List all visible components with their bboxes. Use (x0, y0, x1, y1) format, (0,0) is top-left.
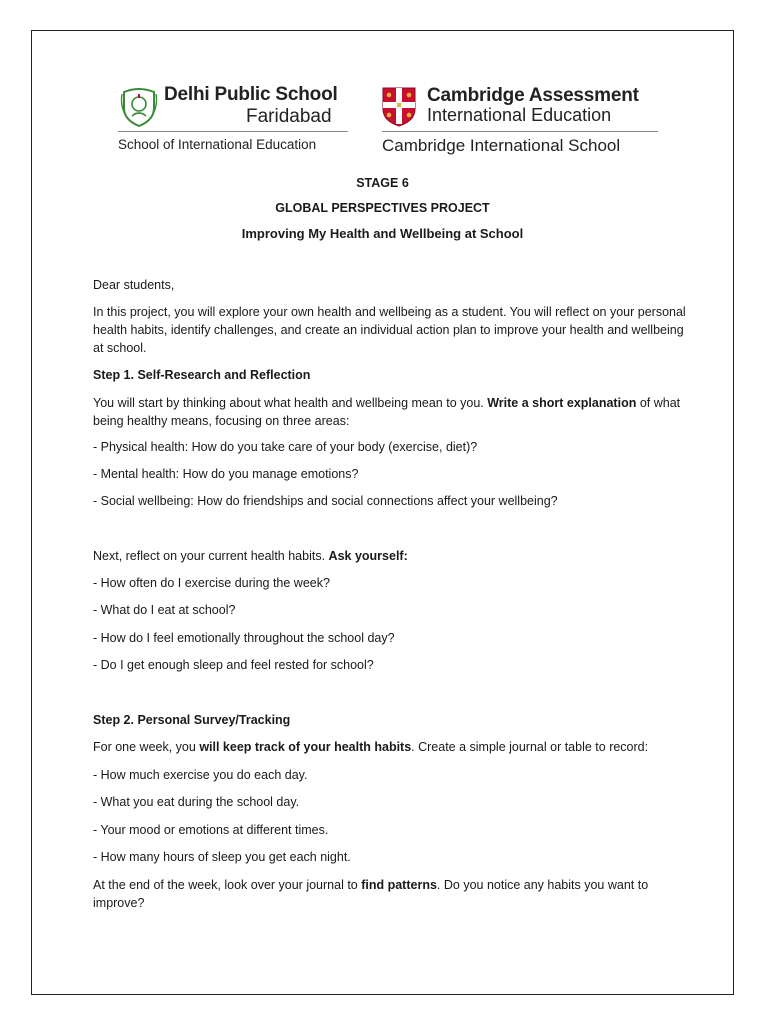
step2-paragraph (93, 738, 693, 756)
text-run: . Create a simple journal or table to record: (411, 740, 649, 754)
text-run: For one week, you (93, 740, 200, 754)
dps-subtitle: School of International Education (118, 137, 317, 152)
stage-title: STAGE 6 (356, 176, 409, 190)
list-item: - How do I feel emotionally throughout the school day? (93, 631, 395, 645)
cambridge-division: International Education (427, 105, 612, 125)
step2-heading: Step 2. Personal Survey/Tracking (93, 713, 291, 727)
list-item: - Mental health: How do you manage emotions? (93, 467, 359, 481)
cambridge-name: Cambridge Assessment (427, 85, 639, 106)
cambridge-subtitle: Cambridge International School (382, 136, 621, 155)
reflect-paragraph (93, 547, 693, 565)
list-item: - What you eat during the school day. (93, 795, 300, 809)
dps-crest-icon (120, 86, 158, 128)
project-title: GLOBAL PERSPECTIVES PROJECT (275, 201, 490, 215)
text-run: At the end of the week, look over your journal to (93, 878, 362, 892)
dps-city: Faridabad (246, 106, 332, 127)
divider (382, 131, 658, 132)
emphasis: find patterns (361, 878, 437, 892)
text-run: of what being healthy means, focusing on three areas: (93, 396, 681, 428)
greeting: Dear students, (93, 278, 175, 292)
cambridge-logo (382, 84, 658, 158)
list-item: - Physical health: How do you take care of your body (exercise, diet)? (93, 440, 478, 454)
list-item: - How much exercise you do each day. (93, 768, 308, 782)
list-item: - How many hours of sleep you get each night. (93, 850, 351, 864)
dps-name: Delhi Public School (164, 84, 338, 105)
list-item: - How often do I exercise during the week? (93, 576, 330, 590)
intro-paragraph: In this project, you will explore your own health and wellbeing as a student. You will reflect on your personal health habits, identify challenges, and create an individual action plan to improve your health and wellbeing at school. (93, 305, 686, 355)
list-item: - Social wellbeing: How do friendships and social connections affect your wellbeing? (93, 494, 558, 508)
list-item: - What do I eat at school? (93, 603, 236, 617)
divider (118, 131, 348, 132)
letterhead (118, 84, 658, 158)
text-run: . Do you notice any habits you want to improve? (93, 878, 649, 910)
emphasis: Write a short explanation (487, 396, 637, 410)
step1-paragraph (93, 394, 693, 430)
conclusion-paragraph (93, 876, 693, 912)
emphasis: Ask yourself: (328, 549, 408, 563)
dps-logo (118, 84, 350, 158)
list-item: - Do I get enough sleep and feel rested for school? (93, 658, 374, 672)
step1-heading: Step 1. Self-Research and Reflection (93, 368, 311, 382)
list-item: - Your mood or emotions at different times. (93, 823, 329, 837)
cambridge-shield-icon (382, 87, 416, 127)
text-run: You will start by thinking about what health and wellbeing mean to you. (93, 396, 488, 410)
emphasis: will keep track of your health habits (199, 740, 412, 754)
topic-title: Improving My Health and Wellbeing at School (241, 226, 524, 241)
text-run: Next, reflect on your current health habits. (93, 549, 329, 563)
